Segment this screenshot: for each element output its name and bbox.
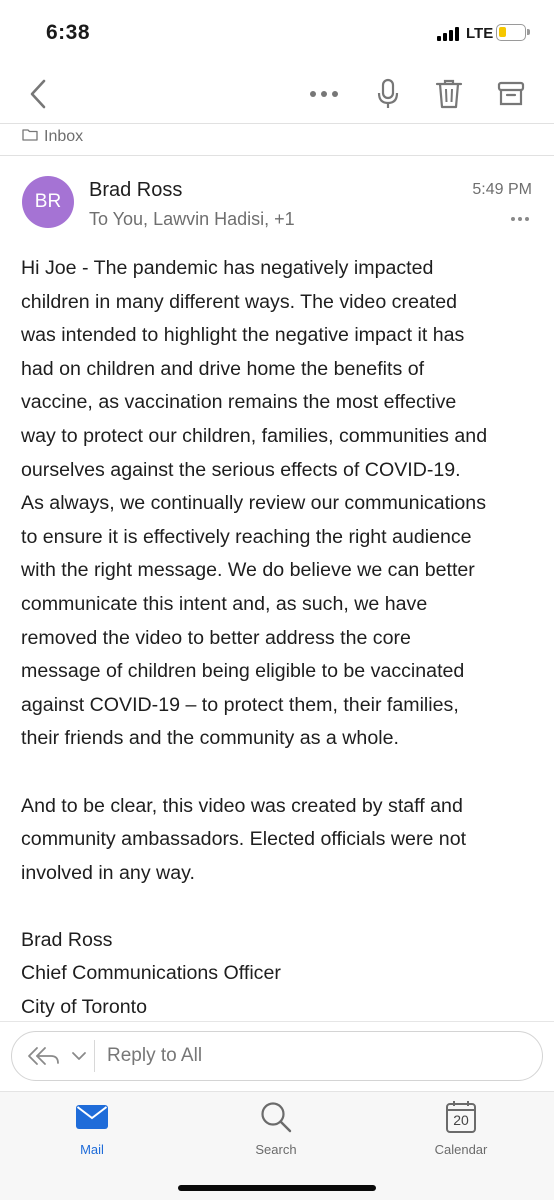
cellular-signal-icon bbox=[437, 27, 463, 41]
back-chevron-icon[interactable] bbox=[20, 76, 56, 112]
message-body bbox=[21, 252, 536, 1025]
body-line: ourselves against the serious effects of COVID-19. bbox=[21, 458, 461, 481]
body-paragraph-2 bbox=[21, 790, 536, 891]
signature-line: Chief Communications Officer bbox=[21, 962, 281, 985]
tab-bar bbox=[0, 1091, 554, 1200]
mail-icon bbox=[74, 1100, 110, 1134]
signature-line: Brad Ross bbox=[21, 928, 113, 951]
trash-icon[interactable] bbox=[431, 76, 467, 112]
message-more-icon[interactable] bbox=[510, 210, 530, 224]
microphone-icon[interactable] bbox=[370, 76, 406, 112]
message-time: 5:49 PM bbox=[472, 181, 532, 198]
body-line: against COVID-19 – to protect them, their families, bbox=[21, 693, 459, 716]
body-line: vaccine, as vaccination remains the most effective bbox=[21, 391, 457, 414]
breadcrumb[interactable] bbox=[22, 124, 83, 150]
tab-label: Calendar bbox=[434, 1142, 488, 1157]
home-indicator[interactable] bbox=[178, 1185, 376, 1191]
tab-search[interactable] bbox=[216, 1100, 336, 1160]
body-line: way to protect our children, families, communities and bbox=[21, 424, 488, 447]
reply-all-menu-button[interactable] bbox=[26, 1044, 90, 1068]
archive-icon[interactable] bbox=[493, 76, 529, 112]
avatar[interactable]: BR bbox=[22, 176, 74, 228]
recipients-line[interactable]: To You, Lawvin Hadisi, +1 bbox=[89, 209, 295, 229]
signature-line: City of Toronto bbox=[21, 996, 147, 1019]
reply-all-icon bbox=[29, 1048, 58, 1064]
body-line: As always, we continually review our communications bbox=[21, 492, 486, 515]
reply-separator bbox=[94, 1040, 95, 1072]
body-line: community ambassadors. Elected officials were not bbox=[21, 828, 467, 851]
body-line: communicate this intent and, as such, we have bbox=[21, 592, 428, 615]
body-paragraph-1 bbox=[21, 252, 536, 756]
network-type: LTE bbox=[466, 25, 494, 42]
sender-name[interactable]: Brad Ross bbox=[89, 179, 183, 201]
tab-calendar[interactable] bbox=[401, 1100, 521, 1160]
status-bar bbox=[0, 0, 554, 66]
message-header bbox=[0, 172, 554, 236]
body-line: their friends and the community as a whole. bbox=[21, 727, 399, 750]
breadcrumb-divider bbox=[0, 155, 554, 156]
body-line: with the right message. We do believe we can better bbox=[21, 559, 475, 582]
reply-bar bbox=[0, 1021, 554, 1091]
folder-icon bbox=[22, 128, 38, 146]
body-line: And to be clear, this video was created by staff and bbox=[21, 794, 463, 817]
tab-label: Search bbox=[255, 1142, 297, 1157]
paragraph-gap bbox=[21, 890, 536, 924]
body-line: message of children being eligible to be vaccinated bbox=[21, 660, 465, 683]
more-icon[interactable] bbox=[306, 76, 342, 112]
signature bbox=[21, 924, 536, 1025]
body-line: involved in any way. bbox=[21, 861, 195, 884]
body-line: to ensure it is effectively reaching the right audience bbox=[21, 525, 472, 548]
folder-name: Inbox bbox=[44, 128, 84, 145]
reply-box[interactable] bbox=[11, 1031, 543, 1081]
tab-mail[interactable] bbox=[32, 1100, 152, 1160]
message-toolbar bbox=[0, 66, 554, 122]
body-line: removed the video to better address the core bbox=[21, 626, 411, 649]
body-line: children in many different ways. The video created bbox=[21, 290, 458, 313]
status-time: 6:38 bbox=[46, 21, 91, 44]
battery-icon bbox=[496, 24, 526, 41]
search-icon bbox=[258, 1100, 294, 1134]
calendar-icon bbox=[443, 1100, 479, 1134]
body-line: Hi Joe - The pandemic has negatively impacted bbox=[21, 257, 434, 279]
tab-label: Mail bbox=[80, 1142, 104, 1157]
calendar-day: 20 bbox=[453, 1112, 469, 1128]
reply-input[interactable] bbox=[107, 1043, 527, 1069]
chevron-down-icon bbox=[73, 1053, 85, 1059]
body-line: was intended to highlight the negative impact it has bbox=[21, 324, 465, 347]
body-line: had on children and drive home the benefits of bbox=[21, 357, 425, 380]
paragraph-gap bbox=[21, 756, 536, 790]
